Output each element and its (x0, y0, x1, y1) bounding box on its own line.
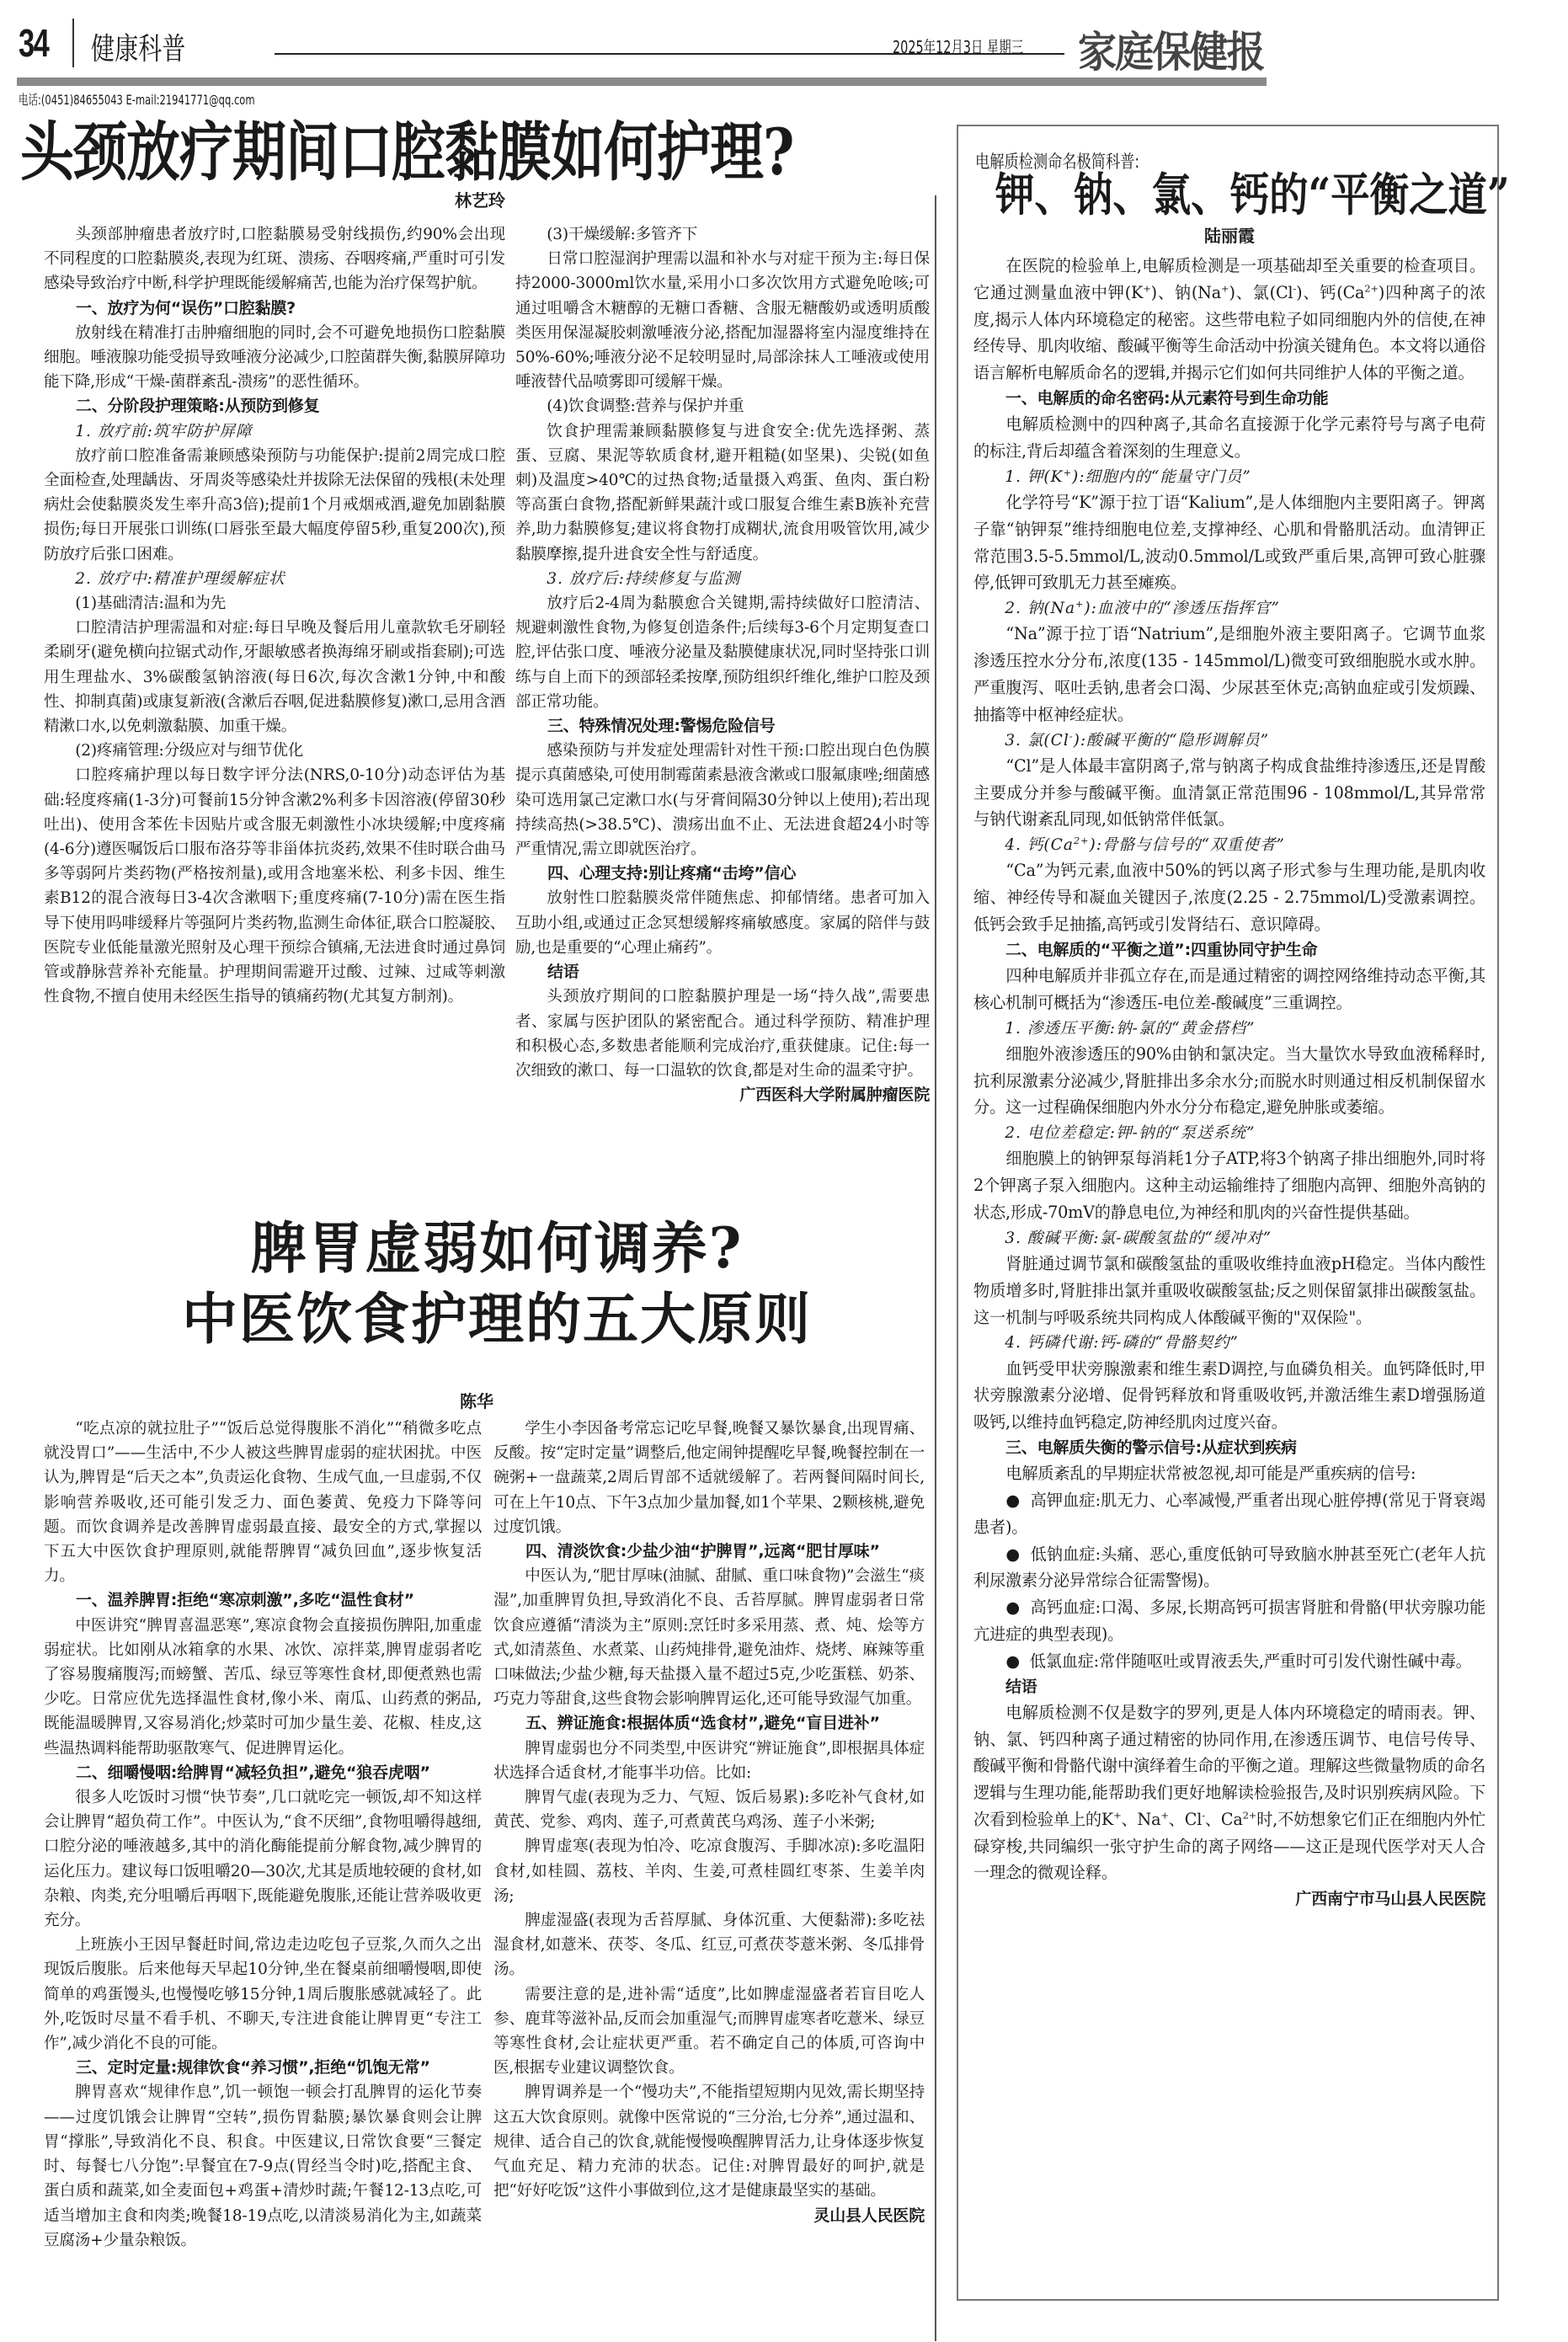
paragraph: 脾胃虚寒(表现为怕冷、吃凉食腹泻、手脚冰凉):多吃温阳食材,如桂圆、荔枝、羊肉、生姜,可煮桂圆红枣茶、生姜羊肉汤; (493, 1838, 925, 1905)
paragraph: 细胞膜上的钠钾泵每消耗1分子ATP,将3个钠离子排出细胞外,同时将2个钾离子泵入细胞内。这种主动运输维持了细胞内高钾、细胞外高钠的状态,形成-70mV的静息电位,为神经和肌肉的兴奋性提供基础。 (973, 1149, 1485, 1222)
subsection-heading: 4. 钙$(Ca^{2+})$:骨骼与信号的“双重使者” (1005, 835, 1285, 855)
article2-title-line1: 脾胃虚弱如何调养? (250, 1215, 744, 1281)
article2-title (51, 1213, 943, 1354)
subsection-heading: 2. 放疗中:精准护理缓解症状 (75, 569, 285, 588)
section-heading: 结语 (547, 963, 579, 982)
paragraph: 头颈放疗期间的口腔黏膜护理是一场“持久战”,需要患者、家属与医护团队的紧密配合。通过科学预防、精准护理和积极心态,多数患者能顺利完成治疗,重获健康。记住:每一次细致的漱口、每一口温软的饮食,都是对生命的温柔守护。 (515, 988, 930, 1080)
paragraph: “Na”源于拉丁语“Natrium”,是细胞外液主要阳离子。它调节血浆渗透压控水分分布,浓度(135 - 145mmol/L)微变可致细胞脱水或水肿。严重腹泻、呕吐丢钠,患者会口渴、少尿甚至休克;高钠血症或引发烦躁、抽搐等中枢神经症状。 (973, 624, 1485, 724)
paragraph: 中医认为,“肥甘厚味(油腻、甜腻、重口味食物)”会滋生“痰湿”,加重脾胃负担,导致消化不良、舌苔厚腻。脾胃虚弱者日常饮食应遵循“清淡为主”原则:烹饪时多采用蒸、煮、炖、烩等方式,如清蒸鱼、水煮菜、山药炖排骨,避免油炸、烧烤、麻辣等重口味做法;少盐少糖,每天盐摄入量不超过5克,少吃蛋糕、奶茶、巧克力等甜食,这些食物会影响脾胃运化,还可能导致湿气加重。 (493, 1567, 925, 1709)
paragraph: 化学符号“K”源于拉丁语“Kalium”,是人体细胞内主要阳离子。钾离子靠“钠钾泵”维持细胞电位差,支撑神经、心肌和骨骼肌活动。血清钾正常范围3.5-5.5mmol/L,波动0.5mmol/L或致严重后果,高钾可致心脏骤停,低钾可致肌无力甚至瘫痪。 (973, 492, 1485, 593)
paragraph: 饮食护理需兼顾黏膜修复与进食安全:优先选择粥、蒸蛋、豆腐、果泥等软质食材,避开粗糙(如坚果)、尖锐(如鱼刺)及温度>40℃的过热食物;适量摄入鸡蛋、鱼肉、蛋白粉等高蛋白食物,搭配新鲜果蔬汁或口服复合维生素B族补充营养,助力黏膜修复;建议将食物打成糊状,流食用吸管饮用,减少黏膜摩擦,提升进食安全性与舒适度。 (515, 422, 930, 563)
paragraph: 电解质紊乱的早期症状常被忽视,却可能是严重疾病的信号: (1005, 1464, 1416, 1484)
section-name: 健康科普 (91, 32, 186, 67)
paragraph: 上班族小王因早餐赶时间,常边走边吃包子豆浆,久而久之出现饭后腹胀。后来他每天早起10分钟,坐在餐桌前细嚼慢咽,即使简单的鸡蛋馒头,也慢慢吃够15分钟,1周后腹胀感就减轻了。此外,吃饭时尽量不看手机、不聊天,专注进食能让脾胃更“专注工作”,减少消化不良的可能。 (44, 1936, 482, 2053)
section-heading: 二、电解质的“平衡之道”:四重协同守护生命 (1005, 940, 1318, 959)
paragraph: 放疗后2-4周为黏膜愈合关键期,需持续做好口腔清洁、规避刺激性食物,为修复创造条件;后续每3-6个月定期复查口腔,评估张口度、唾液分泌量及黏膜健康状况,同时坚持张口训练与自上而下的颈部轻柔按摩,预防组织纤维化,维护口腔及颈部正常功能。 (515, 595, 930, 711)
article1-title: 头颈放疗期间口腔黏膜如何护理? (20, 115, 794, 189)
subsection-heading: 2. 钠(Na+):血液中的“渗透压指挥官” (1005, 598, 1280, 618)
paragraph: 放射性口腔黏膜炎常伴随焦虑、抑郁情绪。患者可加入互助小组,或通过正念冥想缓解疼痛敏感度。家属的陪伴与鼓励,也是重要的“心理止痛药”。 (515, 889, 930, 957)
bullet-item: ● 低钠血症:头痛、恶心,重度低钠可导致脑水肿甚至死亡(老年人抗利尿激素分泌异常综合征需警惕)。 (973, 1544, 1485, 1591)
article3-author: 陆丽霞 (1204, 226, 1255, 246)
paragraph: (3)干燥缓解:多管齐下 (547, 226, 698, 243)
subsection-heading: 3. 放疗后:持续修复与监测 (547, 569, 741, 588)
subsection-heading: 2. 电位差稳定:钾-钠的“泵送系统” (1005, 1124, 1256, 1143)
article1-author: 林艺玲 (455, 190, 505, 211)
section-heading: 三、特殊情况处理:警惕危险信号 (547, 717, 776, 736)
paragraph: 四种电解质并非孤立存在,而是通过精密的调控网络维持动态平衡,其核心机制可概括为“渗透压-电位差-酸碱度”三重调控。 (973, 965, 1485, 1012)
article2-author: 陈华 (460, 1391, 493, 1411)
paragraph: (1)基础清洁:温和为先 (75, 595, 227, 613)
section-heading: 三、定时定量:规律饮食“养习惯”,拒绝“饥饱无常” (76, 2058, 430, 2078)
affiliation: 广西医科大学附属肿瘤医院 (739, 1086, 930, 1105)
paragraph: 肾脏通过调节氯和碳酸氢盐的重吸收维持血液pH稳定。当体内酸性物质增多时,肾脏排出氯并重吸收碳酸氢盐;反之则保留氯排出碳酸氢盐。这一机制与呼吸系统共同构成人体酸碱平衡的"双保险"。 (973, 1253, 1485, 1327)
bullet-item: ● 高钾血症:肌无力、心率减慢,严重者出现心脏停搏(常见于肾衰竭患者)。 (973, 1490, 1485, 1537)
section-heading: 二、细嚼慢咽:给脾胃“减轻负担”,避免“狼吞虎咽” (76, 1763, 430, 1782)
paragraph: 学生小李因备考常忘记吃早餐,晚餐又暴饮暴食,出现胃痛、反酸。按“定时定量”调整后,他定闹钟提醒吃早餐,晚餐控制在一碗粥+一盘蔬菜,2周后胃部不适就缓解了。若两餐间隔时间长,可在上午10点、下午3点加少量加餐,如1个苹果、2颗核桃,避免过度饥饿。 (493, 1420, 925, 1536)
subsection-heading: 4. 钙磷代谢:钙-磷的“骨骼契约” (1005, 1334, 1239, 1352)
section-heading: 五、辨证施食:根据体质“选食材”,避免“盲目进补” (525, 1714, 880, 1733)
section-heading: 一、电解质的命名密码:从元素符号到生命功能 (1005, 388, 1329, 408)
subsection-heading: 1. 渗透压平衡:钠-氯的“黄金搭档” (1005, 1019, 1256, 1038)
paragraph: 很多人吃饭时习惯“快节奏”,几口就吃完一顿饭,却不知这样会让脾胃“超负荷工作”。中医认为,“食不厌细”,食物咀嚼得越细,口腔分泌的唾液越多,其中的消化酶能提前分解食物,减少脾胃的运化压力。建议每口饭咀嚼20—30次,尤其是质地较硬的食材,如杂粮、肉类,充分咀嚼后再咽下,既能避免腹胀,还能让营养吸收更充分。 (44, 1789, 482, 1930)
article2-title-line2: 中医饮食护理的五大原则 (182, 1286, 812, 1352)
paragraph: 脾胃虚弱也分不同类型,中医讲究“辨证施食”,即根据具体症状选择合适食材,才能事半功倍。比如: (493, 1739, 925, 1782)
paragraph: 脾胃气虚(表现为乏力、气短、饭后易累):多吃补气食材,如黄芪、党参、鸡肉、莲子,可煮黄芪乌鸡汤、莲子小米粥; (493, 1789, 925, 1832)
bullet-item: ● 低氯血症:常伴随呕吐或胃液丢失,严重时可引发代谢性碱中毒。 (1005, 1651, 1472, 1671)
contact-line: 电话:(0451)84655043 E-mail:21941771@qq.com (19, 92, 255, 108)
paragraph: 口腔清洁护理需温和对症:每日早晚及餐后用儿童款软毛牙刷轻柔刷牙(避免横向拉锯式动作,牙龈敏感者换海绵牙刷或指套刷);可选用生理盐水、3%碳酸氢钠溶液(每日6次,每次含漱1分钟,中和酸性、抑制真菌)或康复新液(含漱后吞咽,促进黏膜修复)漱口,忌用含酒精漱口水,以免刺激黏膜、加重干燥。 (44, 619, 505, 736)
header-band (17, 77, 1267, 86)
affiliation: 灵山县人民医院 (813, 2206, 925, 2225)
paragraph: “Cl”是人体最丰富阴离子,常与钠离子构成食盐维持渗透压,还是胃酸主要成分并参与酸碱平衡。血清氯正常范围96 - 108mmol/L,其异常常与钠代谢紊乱同现,如低钠常伴低氯。 (973, 755, 1485, 830)
paragraph: 血钙受甲状旁腺激素和维生素D调控,与血磷负相关。血钙降低时,甲状旁腺激素分泌增、促骨钙释放和肾重吸收钙,并激活维生素D增强肠道吸钙,以维持血钙稳定,防神经肌肉过度兴奋。 (973, 1358, 1485, 1432)
bullet-item: ● 高钙血症:口渴、多尿,长期高钙可损害肾脏和骨骼(甲状旁腺功能亢进症的典型表现)。 (973, 1598, 1485, 1644)
section-heading: 二、分阶段护理策略:从预防到修复 (76, 397, 320, 416)
section-heading: 三、电解质失衡的警示信号:从症状到疾病 (1005, 1438, 1297, 1457)
paragraph: “吃点凉的就拉肚子”“饭后总觉得腹胀不消化”“稍微多吃点就没胃口”——生活中,不少人被这些脾胃虚弱的症状困扰。中医认为,脾胃是“后天之本”,负责运化食物、生成气血,一旦虚弱,不仅影响营养吸收,还可能引发乏力、面色萎黄、免疫力下降等问题。而饮食调养是改善脾胃虚弱最直接、最安全的方式,掌握以下五大中医饮食护理原则,就能帮脾胃“减负回血”,逐步恢复活力。 (44, 1420, 482, 1586)
subsection-heading: 3. 氯(Cl-):酸碱平衡的“隐形调解员” (1005, 730, 1270, 750)
article1-column-1 (44, 222, 505, 1010)
paragraph: 口腔疼痛护理以每日数字评分法(NRS,0-10分)动态评估为基础:轻度疼痛(1-3分)可餐前15分钟含漱2%利多卡因溶液(停留30秒吐出)、使用含苯佐卡因贴片或含服无刺激性小冰块缓解;中度疼痛(4-6分)遵医嘱饭后口服布洛芬等非甾体抗炎药,效果不佳时联合曲马多等弱阿片类药物(严格按剂量),或用含地塞米松、利多卡因、维生素B12的混合液每日3-4次含漱咽下;重度疼痛(7-10分)需在医生指导下使用吗啡缓释片等强阿片类药物,监测生命体征,联合口腔凝胶、医院专业低能量激光照射及心理干预综合镇痛,无法进食时通过鼻饲管或静脉营养补充能量。护理期间需避开过酸、过辣、过咸等刺激性食物,不擅自使用未经医生指导的镇痛药物(尤其复方制剂)。 (44, 766, 505, 1006)
paragraph: 感染预防与并发症处理需针对性干预:口腔出现白色伪膜提示真菌感染,可使用制霉菌素悬液含漱或口服氟康唑;细菌感染可选用氯己定漱口水(与牙膏间隔30分钟以上使用);若出现持续高热(>38.5℃)、溃疡出血不止、无法进食超24小时等严重情况,需立即就医治疗。 (515, 742, 930, 859)
header-divider (72, 19, 74, 67)
paragraph: 放疗前口腔准备需兼顾感染预防与功能保护:提前2周完成口腔全面检查,处理龋齿、牙周炎等感染灶并拔除无法保留的残根(未处理病灶会使黏膜炎发生率升高3倍);提前1个月戒烟戒酒,避免加剧黏膜损伤;每日开展张口训练(口唇张至最大幅度停留5秒,重复200次),预防放疗后张口困难。 (44, 446, 505, 563)
issue-date: 2025年12月3日 星期三 (893, 37, 1024, 57)
article2-column-2 (493, 1416, 925, 2228)
article3-title: 钾、钠、氯、钙的“平衡之道” (995, 168, 1510, 221)
paragraph: 放射线在精准打击肿瘤细胞的同时,会不可避免地损伤口腔黏膜细胞。唾液腺功能受损导致唾液分泌减少,口腔菌群失衡,黏膜屏障功能下降,形成“干燥-菌群紊乱-溃疡”的恶性循环。 (44, 323, 505, 392)
subsection-heading: 1. 钾(K+):细胞内的“能量守门员” (1005, 467, 1251, 486)
paragraph: 脾胃调养是一个“慢功夫”,不能指望短期内见效,需长期坚持这五大饮食原则。就像中医常说的“三分治,七分养”,通过温和、规律、适合自己的饮食,就能慢慢唤醒脾胃活力,让身体逐步恢复气血充足、精力充沛的状态。记住:对脾胃最好的呵护,就是把“好好吃饭”这件小事做到位,这才是健康最坚实的基础。 (493, 2083, 925, 2201)
paragraph: 头颈部肿瘤患者放疗时,口腔黏膜易受射线损伤,约90%会出现不同程度的口腔黏膜炎,表现为红斑、溃疡、吞咽疼痛,严重时可引发感染导致治疗中断,科学护理既能缓解痛苦,也能为治疗保驾护航。 (44, 226, 505, 293)
subsection-heading: 1. 放疗前:筑牢防护屏障 (75, 422, 253, 440)
page-number: 34 (19, 21, 49, 65)
article1-column-2 (515, 222, 930, 1107)
paragraph: 日常口腔湿润护理需以温和补水与对症干预为主:每日保持2000-3000ml饮水量,采用小口多次饮用方式避免呛咳;可通过咀嚼含木糖醇的无糖口香糖、含服无糖酸奶或透明质酸类医用保湿凝胶刺激唾液分泌,搭配加湿器将室内湿度维持在50%-60%;唾液分泌不足较明显时,局部涂抹人工唾液或使用唾液替代品喷雾即可缓解干燥。 (515, 250, 930, 392)
paragraph: (4)饮食调整:营养与保护并重 (547, 397, 744, 416)
paragraph: 电解质检测不仅是数字的罗列,更是人体内环境稳定的晴雨表。钾、钠、氯、钙四种离子通过精密的协同作用,在渗透压调节、电信号传导、酸碱平衡和骨骼代谢中演绎着生命的平衡之道。理解这些微量物质的命名逻辑与生理功能,能帮助我们更好地解读检验报告,及时识别疾病风险。下次看到检验单上的K+、Na+、Cl-、$Ca^{2+}$时,不妨想象它们正在细胞内外忙碌穿梭,共同编织一张守护生命的离子网络——这正是现代医学对天人合一理念的微观诠释。 (973, 1702, 1485, 1883)
paragraph: (2)疼痛管理:分级应对与细节优化 (75, 742, 304, 760)
paragraph: 脾胃喜欢“规律作息”,饥一顿饱一顿会打乱脾胃的运化节奏——过度饥饿会让脾胃“空转”,损伤胃黏膜;暴饮暴食则会让脾胃“撑胀”,导致消化不良、积食。中医建议,日常饮食要“三餐定时、每餐七八分饱”:早餐宜在7-9点(胃经当令时)吃,搭配主食、蛋白质和蔬菜,如全麦面包+鸡蛋+清炒时蔬;午餐12-13点吃,可适当增加主食和肉类;晚餐18-19点吃,以清淡易消化为主,如蔬菜豆腐汤+少量杂粮饭。 (44, 2083, 482, 2249)
paragraph: 需要注意的是,进补需“适度”,比如脾虚湿盛者若盲目吃人参、鹿茸等滋补品,反而会加重湿气;而脾胃虚寒者吃薏米、绿豆等寒性食材,会让症状更严重。若不确定自己的体质,可咨询中医,根据专业建议调整饮食。 (493, 1985, 925, 2078)
section-heading: 一、放疗为何“误伤”口腔黏膜? (76, 298, 296, 317)
section-heading: 一、温养脾胃:拒绝“寒凉刺激”,多吃“温性食材” (76, 1591, 414, 1610)
section-heading: 结语 (1005, 1677, 1037, 1696)
paragraph: “Ca”为钙元素,血液中50%的钙以离子形式参与生理功能,是肌肉收缩、神经传导和凝血关键因子,浓度(2.25 - 2.75mmol/L)受激素调控。低钙会致手足抽搐,高钙或引发肾结石、意识障碍。 (973, 861, 1485, 934)
paragraph: 在医院的检验单上,电解质检测是一项基础却至关重要的检查项目。它通过测量血液中钾(K+)、钠(Na+)、氯(Cl-)、钙$(Ca^{2+})$四种离子的浓度,揭示人体内环境稳定的秘密。这些带电粒子如同细胞内外的信使,在神经传导、肌肉收缩、酸碱平衡等生命活动中扮演关键角色。本文将以通俗语言解析电解质命名的逻辑,并揭示它们如何共同维护人体的平衡之道。 (973, 256, 1485, 383)
section-heading: 四、清淡饮食:少盐少油“护脾胃”,远离“肥甘厚味” (525, 1542, 880, 1561)
paragraph: 中医讲究“脾胃喜温恶寒”,寒凉食物会直接损伤脾阳,加重虚弱症状。比如刚从冰箱拿的水果、冰饮、凉拌菜,脾胃虚弱者吃了容易腹痛腹泻;而螃蟹、苦瓜、绿豆等寒性食材,即便煮熟也需少吃。日常应优先选择温性食材,像小米、南瓜、山药煮的粥品,既能温暖脾胃,又容易消化;炒菜时可加少量生姜、花椒、桂皮,这些温热调料能帮助驱散寒气、促进脾胃运化。 (44, 1616, 482, 1758)
affiliation: 广西南宁市马山县人民医院 (1295, 1890, 1485, 1909)
section-heading: 四、心理支持:别让疼痛“击垮”信心 (547, 864, 797, 883)
paragraph: 脾虚湿盛(表现为舌苔厚腻、身体沉重、大便黏滞):多吃祛湿食材,如薏米、茯苓、冬瓜、红豆,可煮茯苓薏米粥、冬瓜排骨汤。 (493, 1912, 925, 1979)
subsection-heading: 3. 酸碱平衡:氯-碳酸氢盐的“缓冲对” (1005, 1229, 1272, 1247)
article2-column-1 (44, 1416, 482, 2253)
article3-body (973, 253, 1485, 1913)
paragraph: 细胞外液渗透压的90%由钠和氯决定。当大量饮水导致血液稀释时,抗利尿激素分泌减少,肾脏排出多余水分;而脱水时则通过相反机制保留水分。这一过程确保细胞内外水分分布稳定,避免肿胀或萎缩。 (973, 1043, 1485, 1118)
paragraph: 电解质检测中的四种离子,其命名直接源于化学元素符号与离子电荷的标注,背后却蕴含着深刻的生理意义。 (973, 414, 1485, 461)
article3-kicker: 电解质检测命名极简科普: (975, 152, 1140, 172)
masthead: 家庭保健报 (1078, 27, 1264, 77)
